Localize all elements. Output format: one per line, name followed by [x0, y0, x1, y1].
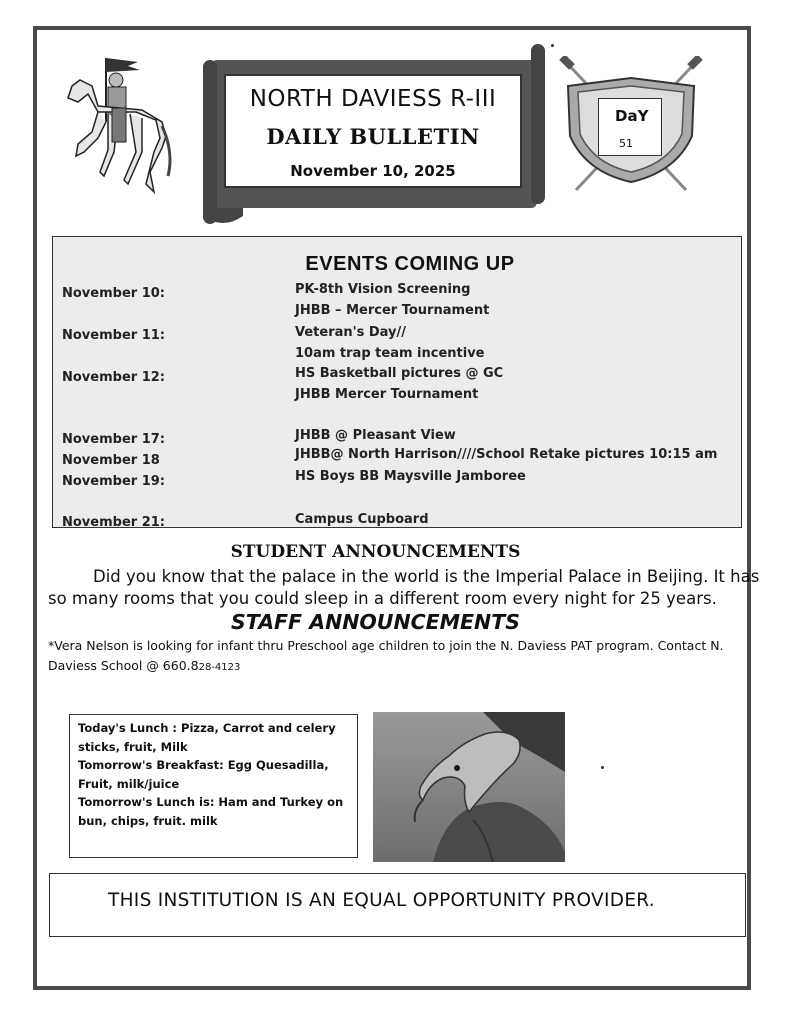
bulletin-date: November 10, 2025: [290, 162, 456, 180]
student-announcements-title: STUDENT ANNOUNCEMENTS: [230, 542, 521, 562]
event-date: November 12:: [62, 370, 165, 385]
event-date: November 10:: [62, 286, 165, 301]
equal-opportunity-statement: THIS INSTITUTION IS AN EQUAL OPPORTUNITY PROVIDER.: [108, 890, 655, 911]
todays-lunch: Today's Lunch : Pizza, Carrot and celery sticks, fruit, Milk: [78, 721, 336, 754]
phone-number-tail: 28-4123: [198, 662, 241, 673]
bulletin-title: DAILY BULLETIN: [266, 124, 480, 149]
day-label: DaY: [615, 107, 649, 125]
event-text: JHBB – Mercer Tournament: [295, 303, 490, 318]
tomorrows-breakfast: Tomorrow's Breakfast: Egg Quesadilla, Fruit, milk/juice: [78, 758, 329, 791]
event-text: HS Basketball pictures @ GC: [295, 366, 504, 381]
event-date: November 17:: [62, 432, 165, 447]
event-text: Veteran's Day//: [295, 325, 407, 340]
staff-announcements-body: [48, 636, 748, 678]
event-date: November 21:: [62, 515, 165, 530]
events-title: EVENTS COMING UP: [305, 253, 515, 275]
event-date: November 18: [62, 453, 160, 468]
school-name: NORTH DAVIESS R-III: [249, 86, 497, 112]
event-text: HS Boys BB Maysville Jamboree: [295, 469, 526, 484]
tomorrows-lunch: Tomorrow's Lunch is: Ham and Turkey on bun, chips, fruit. milk: [78, 795, 344, 828]
stray-dot: [551, 44, 554, 47]
event-text: Campus Cupboard: [295, 512, 429, 527]
events-box: [52, 236, 742, 528]
event-text: PK-8th Vision Screening: [295, 282, 471, 297]
staff-announcement-text: *Vera Nelson is looking for infant thru Preschool age children to join the N. Daviess PAT program. Contact N. Daviess School @ 660.8: [48, 638, 724, 673]
turkey-photo: [373, 712, 565, 862]
staff-announcements-title: STAFF ANNOUNCEMENTS: [231, 610, 520, 634]
student-announcements-body: Did you know that the palace in the world is the Imperial Palace in Beijing. It has so many rooms that you could sleep in a different room every night for 25 years.: [48, 567, 760, 608]
event-text: JHBB@ North Harrison////School Retake pictures 10:15 am: [295, 447, 718, 462]
bulletin-title-box: [224, 74, 522, 188]
event-date: November 19:: [62, 474, 165, 489]
equal-opportunity-box: [49, 873, 746, 937]
event-date: November 11:: [62, 328, 165, 343]
event-text: JHBB @ Pleasant View: [295, 428, 456, 443]
menu-box: [69, 714, 358, 858]
event-text: 10am trap team incentive: [295, 346, 485, 361]
knight-on-horse-icon: [58, 52, 176, 204]
day-counter: [598, 98, 662, 156]
stray-dot: [601, 766, 604, 769]
event-text: JHBB Mercer Tournament: [295, 387, 479, 402]
day-number: 51: [619, 137, 633, 150]
